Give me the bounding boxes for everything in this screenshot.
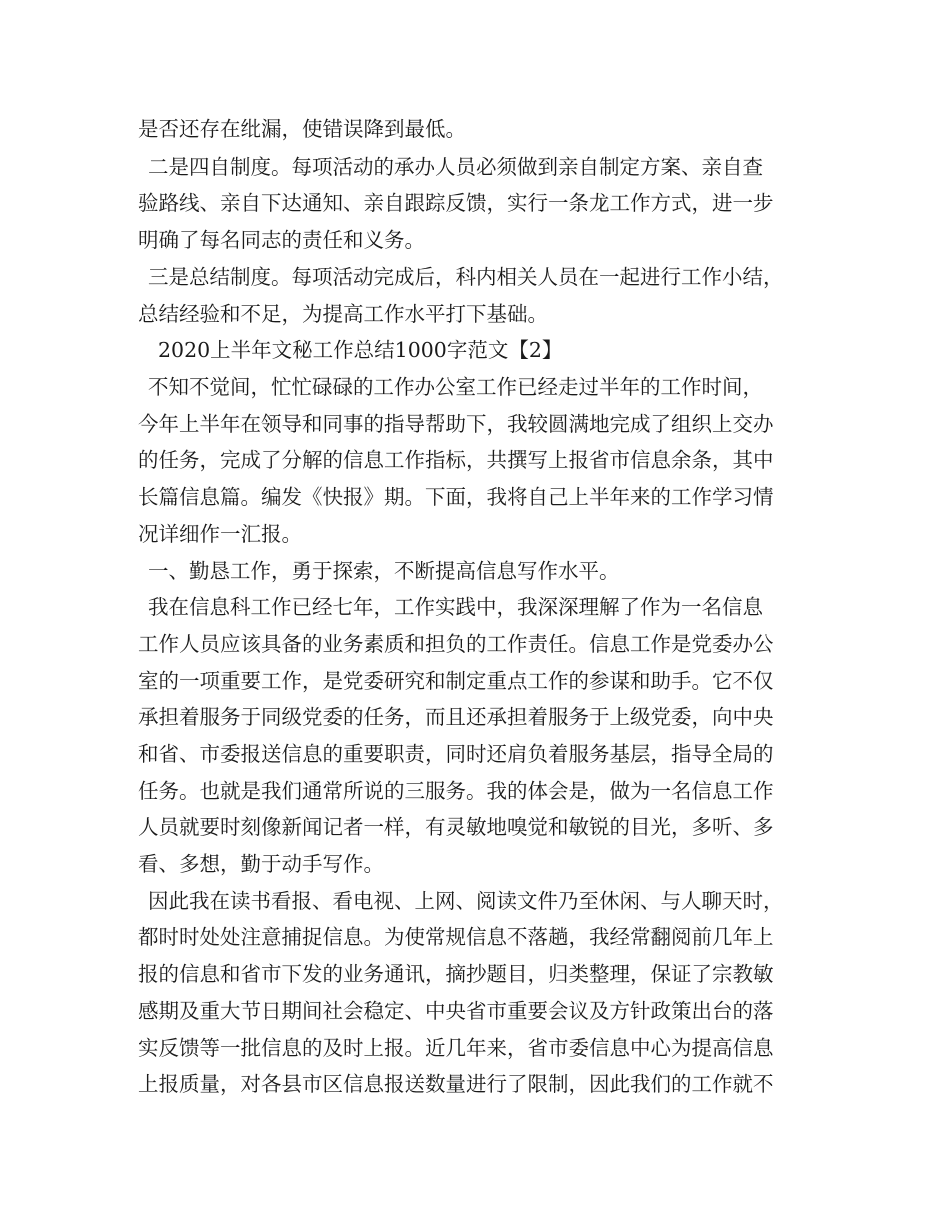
text-line: 今年上半年在领导和同事的指导帮助下，我较圆满地完成了组织上交办 xyxy=(138,412,774,436)
text-line: 感期及重大节日期间社会稳定、中央省市重要会议及方针政策出台的落 xyxy=(138,999,774,1023)
text-line: 三是总结制度。每项活动完成后，科内相关人员在一起进行工作小结， xyxy=(148,265,784,289)
text-line: 报的信息和省市下发的业务通讯，摘抄题目，归类整理，保证了宗教敏 xyxy=(138,962,774,986)
text-line: 二是四自制度。每项活动的承办人员必须做到亲自制定方案、亲自查 xyxy=(148,155,763,179)
text-line: 的任务，完成了分解的信息工作指标，共撰写上报省市信息余条，其中 xyxy=(138,448,774,472)
text-line: 验路线、亲自下达通知、亲自跟踪反馈，实行一条龙工作方式，进一步 xyxy=(138,191,774,215)
text-line: 室的一项重要工作，是党委研究和制定重点工作的参谋和助手。它不仅 xyxy=(138,669,774,693)
text-line: 总结经验和不足，为提高工作水平打下基础。 xyxy=(138,302,548,326)
text-line: 一、勤恳工作，勇于探索，不断提高信息写作水平。 xyxy=(148,559,620,583)
text-line: 和省、市委报送信息的重要职责，同时还肩负着服务基层，指导全局的 xyxy=(138,742,774,766)
text-line: 不知不觉间，忙忙碌碌的工作办公室工作已经走过半年的工作时间， xyxy=(148,375,763,399)
text-line: 看、多想，勤于动手写作。 xyxy=(138,852,384,876)
text-line: 我在信息科工作已经七年，工作实践中，我深深理解了作为一名信息 xyxy=(148,595,763,619)
text-line: 任务。也就是我们通常所说的三服务。我的体会是，做为一名信息工作 xyxy=(138,779,774,803)
text-line: 工作人员应该具备的业务素质和担负的工作责任。信息工作是党委办公 xyxy=(138,632,774,656)
text-line: 人员就要时刻像新闻记者一样，有灵敏地嗅觉和敏锐的目光，多听、多 xyxy=(138,815,774,839)
text-line: 长篇信息篇。编发《快报》期。下面，我将自己上半年来的工作学习情 xyxy=(138,485,774,509)
text-line: 实反馈等一批信息的及时上报。近几年来，省市委信息中心为提高信息 xyxy=(138,1036,774,1060)
section-heading: 2020上半年文秘工作总结1000字范文【2】 xyxy=(158,338,563,362)
text-line: 承担着服务于同级党委的任务，而且还承担着服务于上级党委，向中央 xyxy=(138,705,774,729)
text-line: 因此我在读书看报、看电视、上网、阅读文件乃至休闲、与人聊天时， xyxy=(148,889,784,913)
text-line: 是否还存在纰漏，使错误降到最低。 xyxy=(138,117,466,141)
text-line: 上报质量，对各县市区信息报送数量进行了限制，因此我们的工作就不 xyxy=(138,1072,774,1096)
text-line: 明确了每名同志的责任和义务。 xyxy=(138,228,425,252)
text-line: 都时时处处注意捕捉信息。为使常规信息不落趟，我经常翻阅前几年上 xyxy=(138,925,774,949)
text-line: 况详细作一汇报。 xyxy=(138,522,302,546)
